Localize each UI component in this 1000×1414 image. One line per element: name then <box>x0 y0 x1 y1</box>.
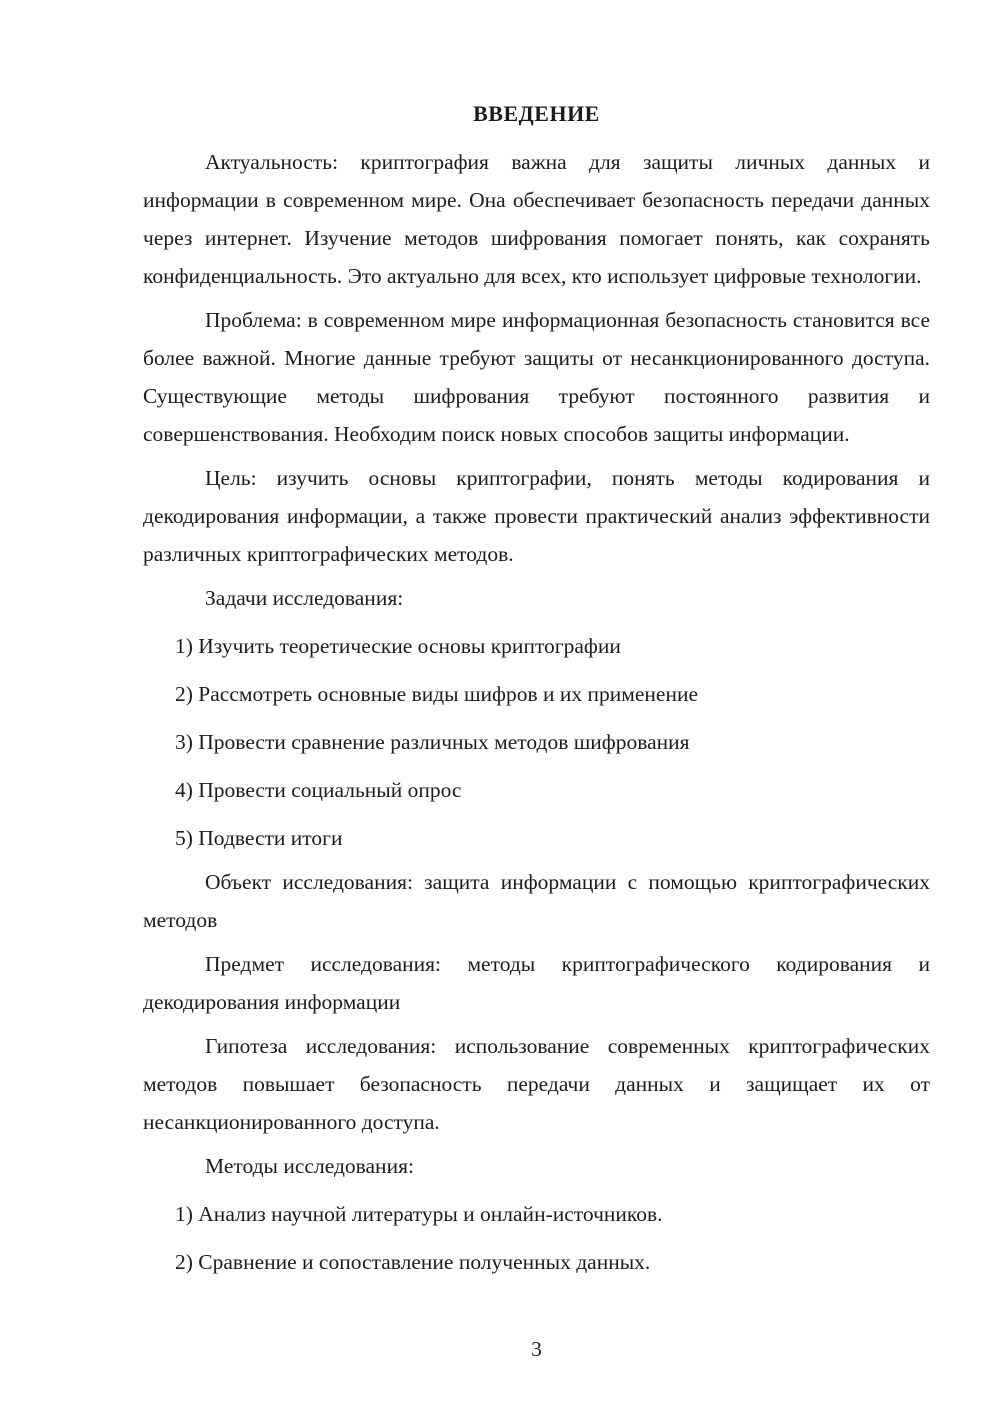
paragraph-goal: Цель: изучить основы криптографии, понять методы кодирования и декодирования информации, а также провести практический анализ эффективности различных криптографических методов. <box>143 466 930 566</box>
paragraph-subject: Предмет исследования: методы криптографического кодирования и декодирования информации <box>143 952 930 1014</box>
method-list-item: 2) Сравнение и сопоставление полученных данных. <box>175 1250 651 1274</box>
method-list-item: 1) Анализ научной литературы и онлайн-источников. <box>175 1202 663 1226</box>
task-list-item: 5) Подвести итоги <box>175 826 343 850</box>
paragraph-hypothesis: Гипотеза исследования: использование современных криптографических методов повышает безопасность передачи данных и защищает их от несанкционированного доступа. <box>143 1034 930 1134</box>
task-list-item: 1) Изучить теоретические основы криптографии <box>175 634 621 658</box>
section-title: ВВЕДЕНИЕ <box>473 101 600 126</box>
paragraph-object: Объект исследования: защита информации с помощью криптографических методов <box>143 870 930 932</box>
paragraph-relevance: Актуальность: криптография важна для защиты личных данных и информации в современном мире. Она обеспечивает безопасность передачи данных через интернет. Изучение методов шифрования помогает понять, как сохранять конфиденциальность. Это актуально для всех, кто использует цифровые технологии. <box>143 150 930 288</box>
methods-heading: Методы исследования: <box>205 1154 414 1178</box>
task-list-item: 2) Рассмотреть основные виды шифров и их применение <box>175 682 699 706</box>
tasks-heading: Задачи исследования: <box>205 586 404 610</box>
page-number: 3 <box>531 1337 542 1361</box>
task-list-item: 3) Провести сравнение различных методов шифрования <box>175 730 690 754</box>
paragraph-problem: Проблема: в современном мире информационная безопасность становится все более важной. Многие данные требуют защиты от несанкционированного доступа. Существующие методы шифрования требуют постоянного развития и совершенствования. Необходим поиск новых способов защиты информации. <box>143 308 930 446</box>
task-list-item: 4) Провести социальный опрос <box>175 778 462 802</box>
